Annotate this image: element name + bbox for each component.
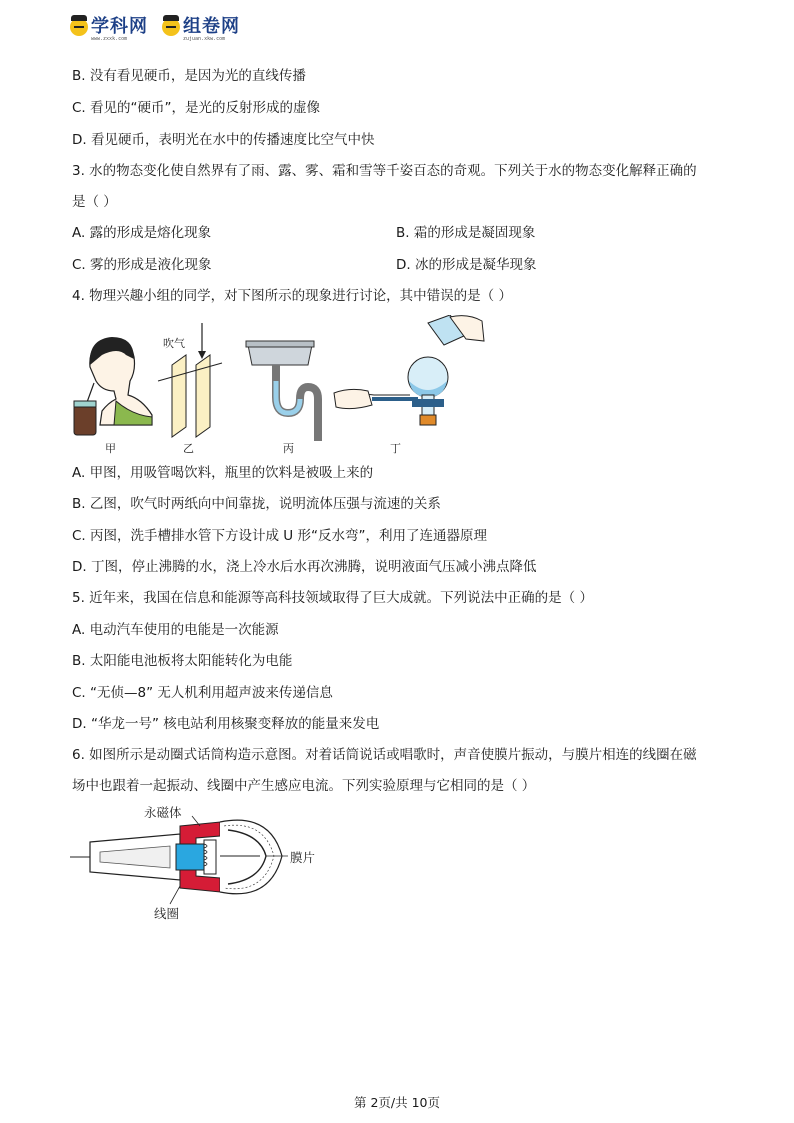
question-6-text-cont: 场中也跟着一起振动、线圈中产生感应电流。下列实验原理与它相同的是（ ）: [72, 778, 536, 794]
logo-url: www.zxxk.com: [91, 36, 128, 42]
option-q2d: D. 看见硬币，表明光在水中的传播速度比空气中快: [72, 132, 375, 148]
logo-xuekewang: [70, 12, 148, 42]
coil-label: 线圈: [154, 906, 180, 921]
figure-illustrations: [72, 315, 492, 455]
sink-trap-illustration: [246, 341, 318, 441]
boy-drinking-illustration: [74, 337, 152, 435]
figure-label-yi: 乙: [183, 442, 194, 455]
question-4-figure: [72, 315, 492, 455]
option-q5b: B. 太阳能电池板将太阳能转化为电能: [72, 653, 293, 669]
option-q5a: A. 电动汽车使用的电能是一次能源: [72, 622, 279, 638]
logo-name: 学科网: [91, 16, 148, 37]
option-q3c: C. 雾的形成是液化现象: [72, 257, 212, 273]
option-q5c: C. “无侦—8” 无人机利用超声波来传递信息: [72, 685, 333, 701]
figure-label-ding: 丁: [390, 442, 401, 455]
question-4-text: 4. 物理兴趣小组的同学，对下图所示的现象进行讨论，其中错误的是（ ）: [72, 288, 512, 304]
option-q4d: D. 丁图，停止沸腾的水，浇上冷水后水再次沸腾，说明液面气压减小沸点降低: [72, 559, 537, 575]
option-q4c: C. 丙图，洗手槽排水管下方设计成 U 形“反水弯”，利用了连通器原理: [72, 528, 487, 544]
figure-label-bing: 丙: [283, 442, 294, 455]
option-q3a: A. 露的形成是熔化现象: [72, 225, 212, 241]
microphone-diagram: [70, 800, 320, 925]
page-footer: 第 2页/共 10页: [353, 1095, 441, 1110]
option-q4b: B. 乙图，吹气时两纸向中间靠拢，说明流体压强与流速的关系: [72, 496, 441, 512]
owl-logo-icon: [162, 18, 180, 36]
question-3-text: 3. 水的物态变化使自然界有了雨、露、雾、霜和雪等千姿百态的奇观。下列关于水的物态变化解释正确的: [72, 163, 697, 179]
option-q5d: D. “华龙一号” 核电站利用核聚变释放的能量来发电: [72, 716, 380, 732]
magnet-label: 永磁体: [144, 805, 182, 820]
option-q3b: B. 霜的形成是凝固现象: [396, 225, 536, 241]
owl-logo-icon: [70, 18, 88, 36]
option-q4a: A. 甲图，用吸管喝饮料，瓶里的饮料是被吸上来的: [72, 465, 374, 481]
question-6-text: 6. 如图所示是动圈式话筒构造示意图。对着话筒说话或唱歌时，声音使膜片振动，与膜片相连的线圈在磁: [72, 747, 697, 763]
option-q2c: C. 看见的“硬币”，是光的反射形成的虚像: [72, 100, 320, 116]
question-5-text: 5. 近年来，我国在信息和能源等高科技领域取得了巨大成就。下列说法中正确的是（ ）: [72, 590, 593, 606]
option-q2b: B. 没有看见硬币，是因为光的直线传播: [72, 68, 306, 84]
logo-name: 组卷网: [183, 16, 240, 37]
logo-zujuanwang: [162, 12, 240, 42]
diaphragm-label: 膜片: [290, 850, 316, 865]
page-header: [70, 12, 254, 42]
blow-label: 吹气: [163, 337, 185, 350]
option-q3d: D. 冰的形成是凝华现象: [396, 257, 537, 273]
flask-illustration: [334, 315, 484, 425]
question-6-figure: [70, 800, 320, 925]
question-3-text-cont: 是（ ）: [72, 194, 117, 210]
logo-url: zujuan.xkw.com: [183, 36, 226, 42]
figure-label-jia: 甲: [105, 442, 116, 455]
